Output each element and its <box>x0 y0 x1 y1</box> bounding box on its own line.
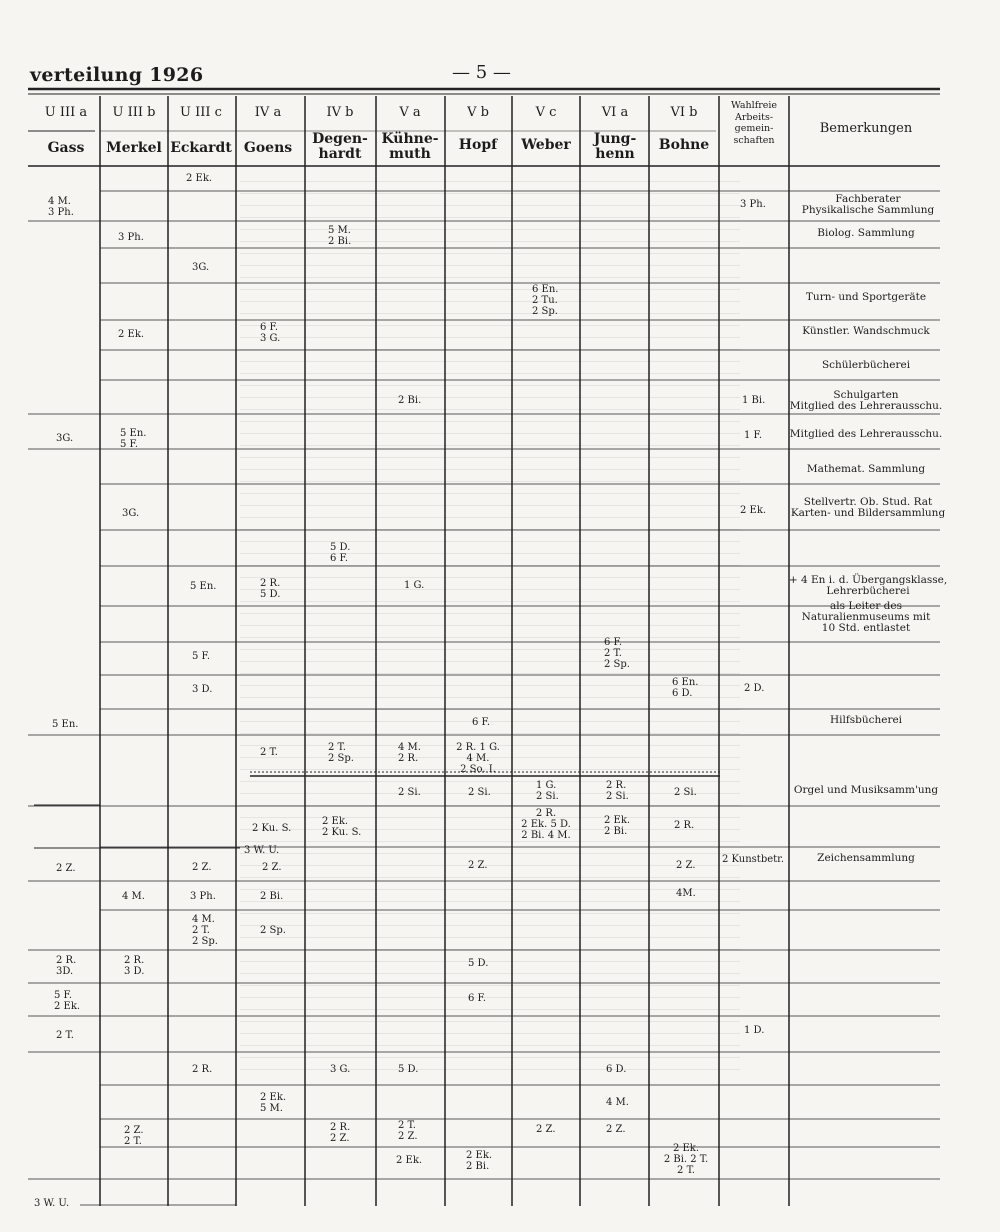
teacher-eckardt: Eckardt <box>170 140 232 156</box>
schedule-entry: 3 Ph. <box>190 891 216 902</box>
schedule-entry: 5 F. 2 Ek. <box>54 990 81 1012</box>
schedule-entry: 5 D. 6 F. <box>330 542 351 564</box>
remark: Schülerbücherei <box>821 359 911 371</box>
schedule-entry: 4 M. 2 R. <box>398 742 421 764</box>
schedule-entry: 2 R. <box>192 1064 213 1075</box>
col-header-via: VI a <box>601 105 629 120</box>
schedule-entry: 2 Z. <box>262 862 282 873</box>
schedule-entry: 2 T. <box>260 747 278 758</box>
schedule-entry: 5 En. <box>52 719 79 730</box>
remark: Mitglied des Lehrerausschu. <box>789 428 943 440</box>
schedule-entry: 1 F. <box>744 430 763 441</box>
schedule-entry: 2 R. 2 Ek. 5 D. 2 Bi. 4 M. <box>521 808 571 841</box>
page-number: — 5 — <box>452 62 511 83</box>
schedule-entry: 2 Sp. <box>260 925 286 936</box>
schedule-entry: 2 Ek. <box>118 329 145 340</box>
schedule-entry: 2 Z. <box>676 860 696 871</box>
schedule-entry: 4 M. 3 Ph. <box>48 196 74 218</box>
schedule-entry: 2 Ek. <box>186 173 213 184</box>
schedule-entry: 2 R. 1 G. 4 M. 2 So. I. <box>456 742 500 775</box>
schedule-entry: 2 Ek. <box>740 505 767 516</box>
schedule-entry: 2 R. <box>674 820 695 831</box>
schedule-entry: 2 Z. <box>56 863 76 874</box>
schedule-entry: 1 G. 2 Si. <box>536 780 559 802</box>
col-header-va: V a <box>399 105 421 120</box>
remark: Künstler. Wandschmuck <box>802 325 930 337</box>
schedule-entry: 2 Si. <box>398 787 421 798</box>
schedule-entry: 2 Bi. <box>260 891 284 902</box>
teacher-junghenn: Jung- henn <box>593 131 637 162</box>
remark: Orgel und Musiksamm'ung <box>793 784 939 796</box>
col-header-ivb: IV b <box>326 105 354 120</box>
schedule-entry: 5 M. 2 Bi. <box>328 225 352 247</box>
col-header-uiiib: U III b <box>112 105 156 120</box>
remark: Mathemat. Sammlung <box>806 463 926 475</box>
teacher-bohne: Bohne <box>658 137 710 153</box>
remark: Turn- und Sportgeräte <box>805 291 927 303</box>
remark: Schulgarten Mitglied des Lehrerausschu. <box>789 389 943 412</box>
teacher-goens: Goens <box>243 140 293 156</box>
schedule-entry: 5 F. <box>192 651 211 662</box>
schedule-entry: 6 F. <box>472 717 491 728</box>
schedule-entry: 1 Bi. <box>742 395 766 406</box>
schedule-entry: 2 Bi. <box>398 395 422 406</box>
schedule-entry: 2 Ek. 2 Bi. <box>604 815 631 837</box>
schedule-entry: 5 En. 5 F. <box>120 428 147 450</box>
col-header-vib: VI b <box>670 105 698 120</box>
remark: Biolog. Sammlung <box>817 227 915 239</box>
col-header-vb: V b <box>467 105 489 120</box>
schedule-entry: 4 M. <box>606 1097 629 1108</box>
schedule-entry: 2 Ek. 5 M. <box>260 1092 287 1114</box>
page-title: verteilung 1926 <box>30 64 204 86</box>
schedule-entry: 3 W. U. <box>244 845 280 856</box>
schedule-entry: 2 Ek. 2 Bi. <box>466 1150 493 1172</box>
remark: + 4 En i. d. Übergangsklasse, Lehrerbücherei <box>788 574 948 597</box>
schedule-entry: 5 D. <box>468 958 489 969</box>
schedule-entry: 4 M. 2 T. 2 Sp. <box>192 914 218 947</box>
remark: Hilfsbücherei <box>829 714 903 726</box>
schedule-entry: 6 En. 6 D. <box>672 677 699 699</box>
schedule-entry: 3 Ph. <box>740 199 766 210</box>
schedule-entry: 6 F. 2 T. 2 Sp. <box>604 637 630 670</box>
col-header-iva: IV a <box>254 105 282 120</box>
schedule-entry: 2 Si. <box>674 787 697 798</box>
schedule-entry: 2 Kunstbetr. <box>722 854 785 865</box>
schedule-entry: 2 D. <box>744 683 765 694</box>
schedule-entry: 6 F. <box>468 993 487 1004</box>
remark: als Leiter des Naturalienmuseums mit 10 Std. entlastet <box>801 600 931 634</box>
col-header-vc: V c <box>535 105 557 120</box>
schedule-entry: 2 R. 5 D. <box>260 578 281 600</box>
schedule-entry: 2 Z. <box>606 1124 626 1135</box>
schedule-entry: 5 D. <box>398 1064 419 1075</box>
remark: Fachberater Physikalische Sammlung <box>801 193 935 216</box>
schedule-entry: 2 Z. <box>192 862 212 873</box>
teacher-merkel: Merkel <box>106 140 162 156</box>
schedule-entry: 2 Z. 2 T. <box>124 1125 144 1147</box>
schedule-entry: 2 Z. <box>536 1124 556 1135</box>
remark: Zeichensammlung <box>817 852 915 864</box>
teacher-kuehnemuth: Kühne- muth <box>381 131 439 162</box>
schedule-entry: 2 T. 2 Sp. <box>328 742 354 764</box>
schedule-entry: 2 T. 2 Z. <box>398 1120 418 1142</box>
schedule-entry: 3G. <box>122 508 140 519</box>
schedule-entry: 6 F. 3 G. <box>260 322 281 344</box>
schedule-entry: 1 D. <box>744 1025 765 1036</box>
schedule-entry: 4 M. <box>122 891 145 902</box>
teacher-weber: Weber <box>521 137 571 153</box>
schedule-entry: 6 D. <box>606 1064 627 1075</box>
col-header-wahlfreie: Wahlfreie Arbeits- gemein- schaften <box>730 100 778 146</box>
schedule-entry: 2 Ku. S. <box>252 823 292 834</box>
teacher-hopf: Hopf <box>458 137 498 153</box>
schedule-entry: 2 Ek. <box>396 1155 423 1166</box>
schedule-entry: 2 R. 3D. <box>56 955 77 977</box>
remark: Stellvertr. Ob. Stud. Rat Karten- und Bildersammlung <box>790 496 946 519</box>
schedule-entry: 2 R. 3 D. <box>124 955 145 977</box>
schedule-entry: 2 T. <box>56 1030 74 1041</box>
schedule-entry: 4M. <box>676 888 696 899</box>
schedule-entry: 2 Si. <box>468 787 491 798</box>
schedule-entry: 6 En. 2 Tu. 2 Sp. <box>532 284 559 317</box>
schedule-entry: 3 D. <box>192 684 213 695</box>
schedule-entry: 2 R. 2 Si. <box>606 780 629 802</box>
col-header-uiiic: U III c <box>180 105 222 120</box>
schedule-entry: 5 En. <box>190 581 217 592</box>
schedule-entry: 2 Z. <box>468 860 488 871</box>
schedule-entry: 2 Ek. 2 Bi. 2 T. 2 T. <box>663 1143 709 1176</box>
schedule-entry: 2 Ek. 2 Ku. S. <box>322 816 362 838</box>
col-header-uiiia: U III a <box>44 105 88 120</box>
schedule-entry: 2 R. 2 Z. <box>330 1122 351 1144</box>
col-header-bemerkungen: Bemerkungen <box>819 121 913 136</box>
schedule-entry: 3G. <box>56 433 74 444</box>
schedule-entry: 3G. <box>192 262 210 273</box>
teacher-degenhardt: Degen- hardt <box>312 131 368 162</box>
schedule-entry: 3 G. <box>330 1064 351 1075</box>
teacher-gass: Gass <box>47 140 85 156</box>
schedule-entry: 3 Ph. <box>118 232 144 243</box>
schedule-entry: 1 G. <box>404 580 425 591</box>
schedule-entry: 3 W. U. <box>34 1198 70 1209</box>
